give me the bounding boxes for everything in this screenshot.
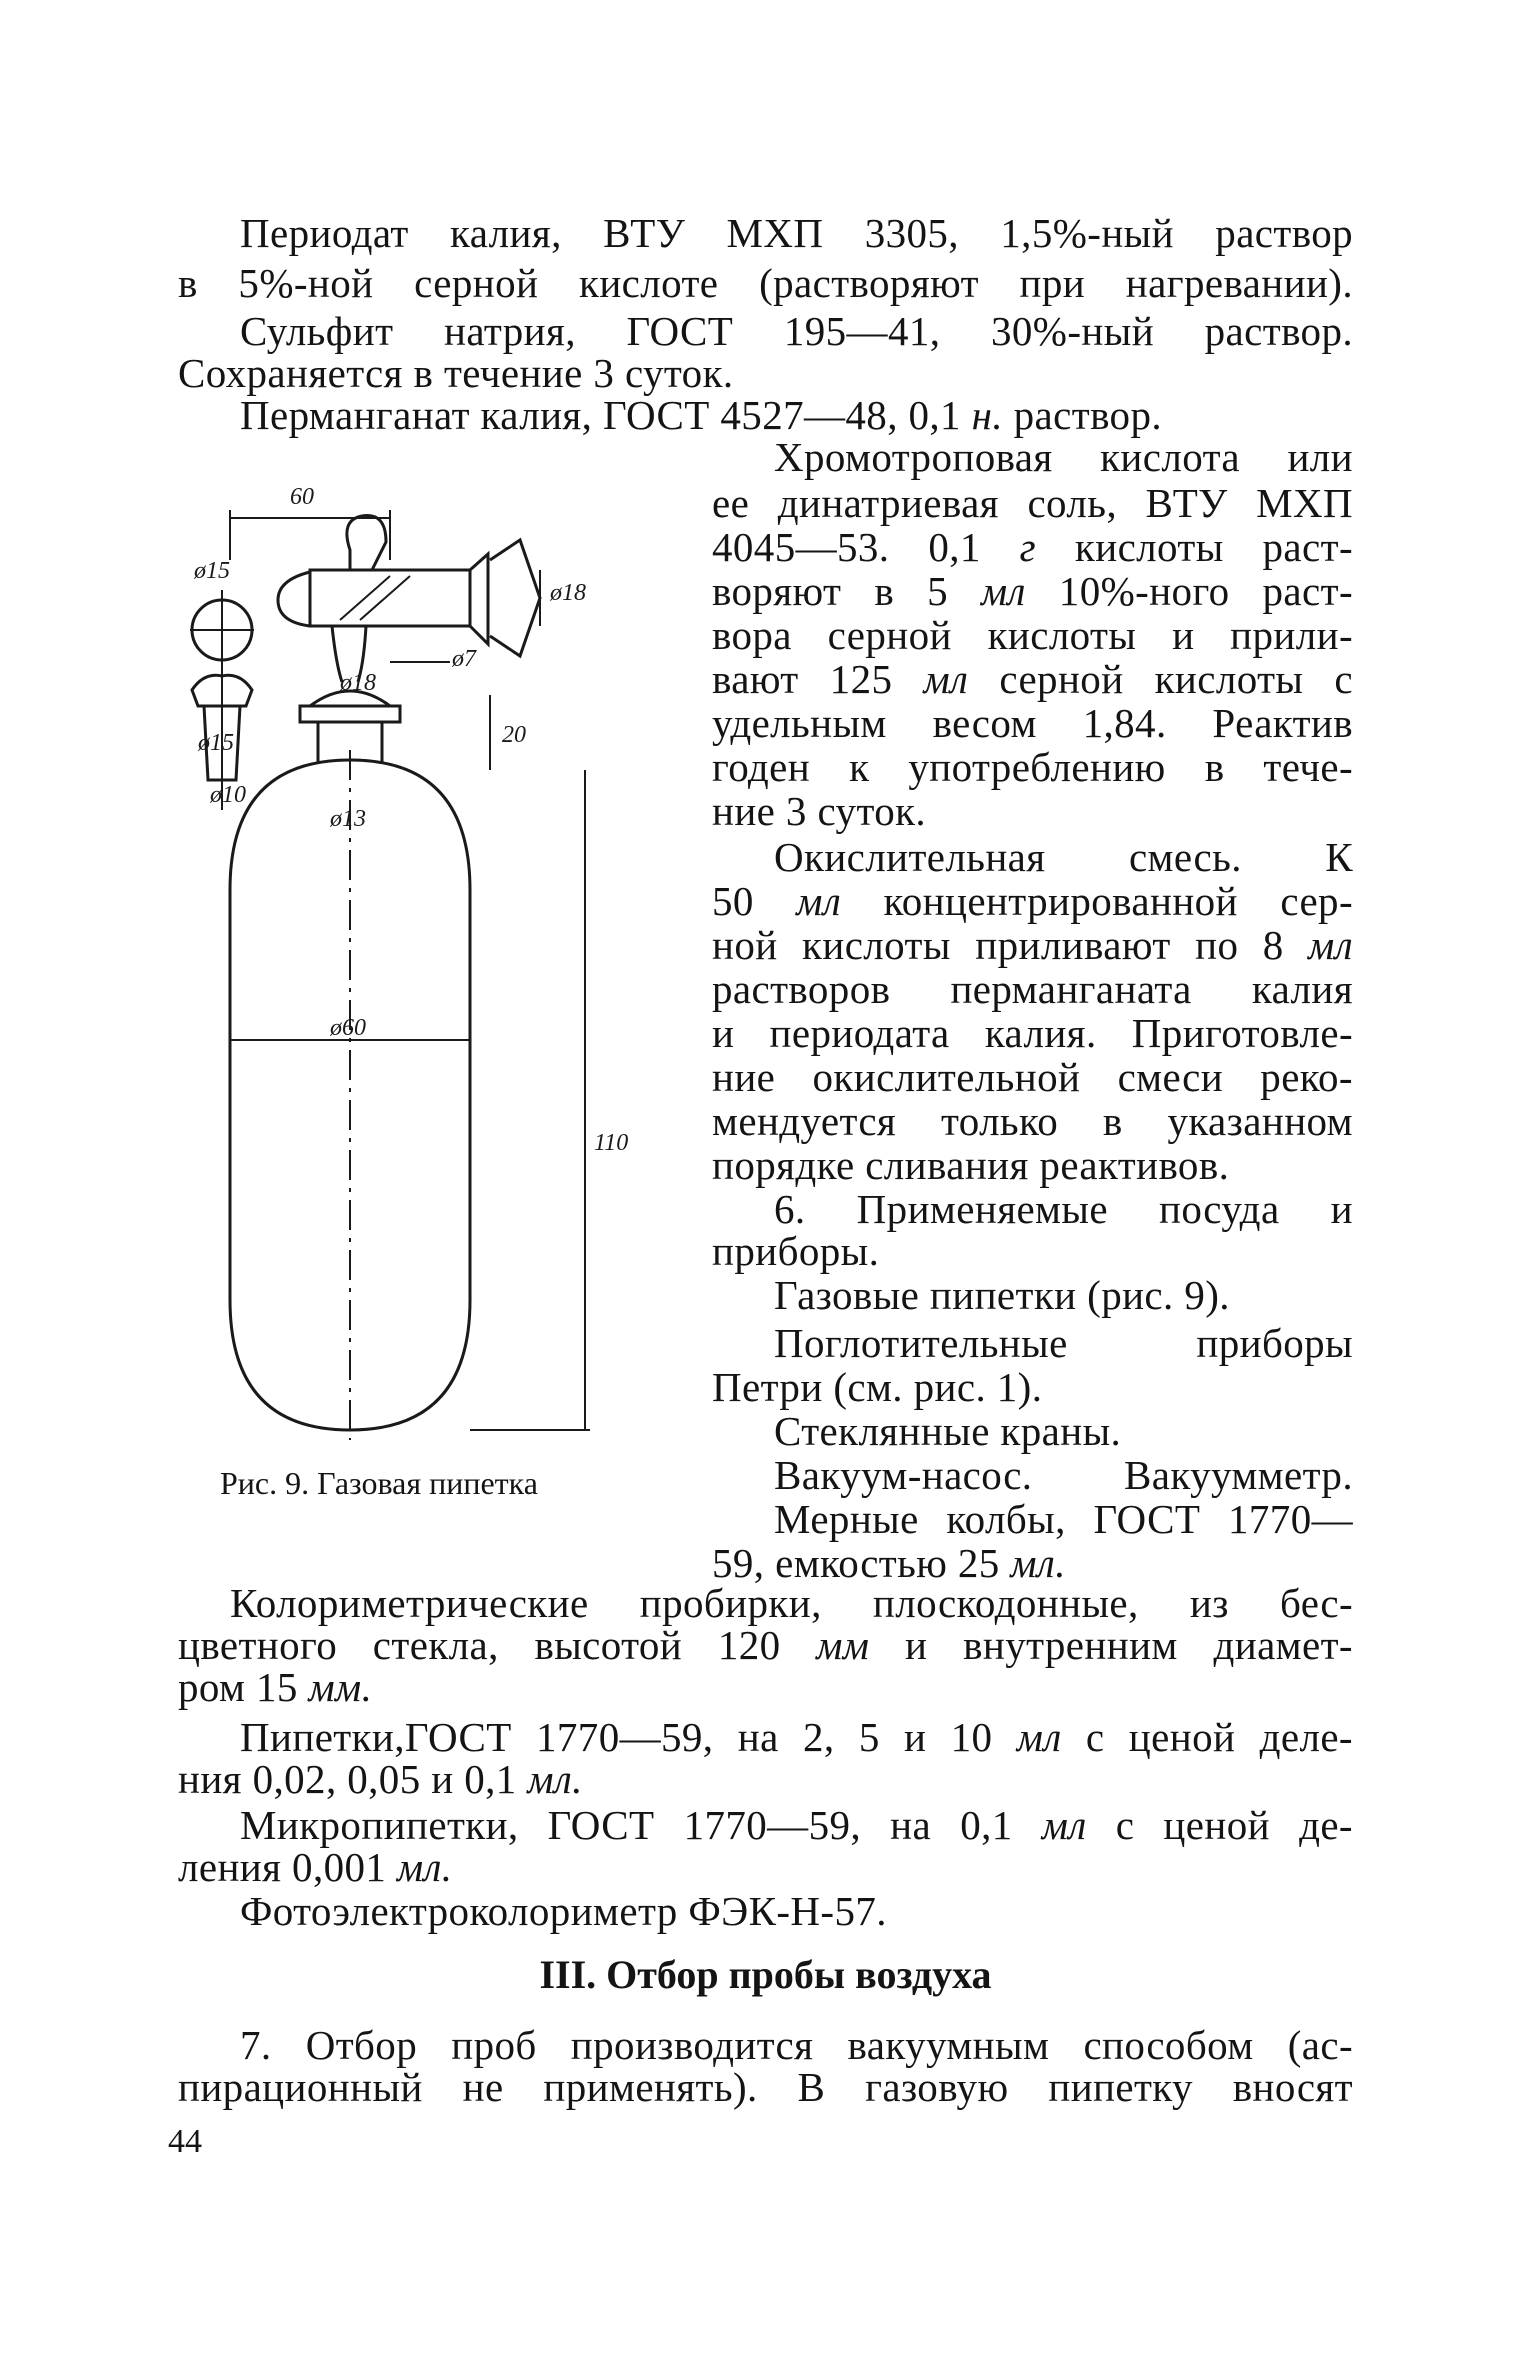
gas-pipette-figure bbox=[190, 450, 710, 1460]
text-line: Сохраняется в течение 3 суток. bbox=[178, 350, 734, 396]
text-line: Фотоэлектроколориметр ФЭК-Н-57. bbox=[240, 1888, 887, 1934]
text-line: годен к употреблению в тече- bbox=[712, 744, 1353, 790]
text-line: пирационный не применять). В газовую пипетку вносят bbox=[178, 2064, 1353, 2110]
dim-label: ø15 bbox=[198, 730, 234, 756]
stopcock-barrel bbox=[310, 570, 470, 626]
stopcock-bore bbox=[360, 576, 410, 620]
text-line: 59, емкостью 25 мл. bbox=[712, 1540, 1066, 1586]
neck-collar bbox=[300, 706, 400, 722]
text-line: Периодат калия, ВТУ МХП 3305, 1,5%-ный раствор bbox=[240, 210, 1353, 256]
page-number: 44 bbox=[168, 2123, 202, 2160]
text-line: порядке сливания реактивов. bbox=[712, 1142, 1230, 1188]
text-line: удельным весом 1,84. Реактив bbox=[712, 700, 1353, 746]
text-line: и периодата калия. Приготовле- bbox=[712, 1010, 1353, 1056]
text-line: ние 3 суток. bbox=[712, 788, 927, 834]
text-line: вают 125 мл серной кислоты с bbox=[712, 656, 1353, 702]
text-line: Пипетки,ГОСТ 1770—59, на 2, 5 и 10 мл с ценой деле- bbox=[240, 1714, 1353, 1760]
dim-label: 110 bbox=[594, 1130, 629, 1156]
text-line: Окислительная смесь. К bbox=[774, 834, 1353, 880]
text-line: мендуется только в указанном bbox=[712, 1098, 1353, 1144]
text-line: 7. Отбор проб производится вакуумным способом (ас- bbox=[240, 2022, 1353, 2068]
text-line: вора серной кислоты и прили- bbox=[712, 612, 1353, 658]
text-line: воряют в 5 мл 10%-ного раст- bbox=[712, 568, 1353, 614]
dim-label: ø15 bbox=[194, 558, 230, 584]
text-line: в 5%-ной серной кислоте (растворяют при нагревании). bbox=[178, 260, 1353, 306]
barrel-cap bbox=[278, 572, 310, 626]
text-line: Перманганат калия, ГОСТ 4527—48, 0,1 н. раствор. bbox=[240, 392, 1162, 438]
text-line: Петри (см. рис. 1). bbox=[712, 1364, 1043, 1410]
text-line: 4045—53. 0,1 г кислоты раст- bbox=[712, 524, 1353, 570]
text-line: Стеклянные краны. bbox=[774, 1408, 1122, 1454]
text-line: Вакуум-насос. Вакуумметр. bbox=[774, 1452, 1353, 1498]
stopcock-key bbox=[490, 540, 540, 656]
dim-label: ø7 bbox=[452, 646, 476, 672]
text-line: ние окислительной смеси реко- bbox=[712, 1054, 1353, 1100]
dim-label: ø60 bbox=[330, 1015, 366, 1041]
stopcock-handle bbox=[470, 554, 488, 644]
text-line: цветного стекла, высотой 120 мм и внутренним диамет- bbox=[178, 1622, 1353, 1668]
dim-label: ø10 bbox=[210, 782, 246, 808]
stopcock-bore bbox=[340, 576, 390, 620]
text-line: Газовые пипетки (рис. 9). bbox=[774, 1272, 1230, 1318]
text-line: Колориметрические пробирки, плоскодонные, из бес- bbox=[230, 1580, 1353, 1626]
text-line: 50 мл концентрированной сер- bbox=[712, 878, 1353, 924]
text-line: ния 0,02, 0,05 и 0,1 мл. bbox=[178, 1756, 583, 1802]
text-line: Поглотительные приборы bbox=[774, 1320, 1353, 1366]
text-line: Микропипетки, ГОСТ 1770—59, на 0,1 мл с ценой де- bbox=[240, 1802, 1353, 1848]
dim-label: 60 bbox=[290, 484, 314, 510]
text-line: растворов перманганата калия bbox=[712, 966, 1353, 1012]
dim-label: ø18 bbox=[340, 670, 376, 696]
text-line: ее динатриевая соль, ВТУ МХП bbox=[712, 480, 1353, 526]
dim-label: ø18 bbox=[550, 580, 586, 606]
top-tube bbox=[347, 516, 386, 570]
dim-label: ø13 bbox=[330, 806, 366, 832]
text-line: 6. Применяемые посуда и bbox=[774, 1186, 1353, 1232]
section-title: III. Отбор пробы воздуха bbox=[539, 1952, 992, 1997]
text-line: ной кислоты приливают по 8 мл bbox=[712, 922, 1353, 968]
text-line: Хромотроповая кислота или bbox=[774, 434, 1353, 480]
text-line: Сульфит натрия, ГОСТ 195—41, 30%-ный раствор. bbox=[240, 308, 1353, 354]
text-line: приборы. bbox=[712, 1228, 880, 1274]
text-line: Мерные колбы, ГОСТ 1770— bbox=[774, 1496, 1353, 1542]
text-line: ром 15 мм. bbox=[178, 1664, 373, 1710]
text-line: ления 0,001 мл. bbox=[178, 1844, 453, 1890]
dim-label: 20 bbox=[502, 722, 526, 748]
figure-caption: Рис. 9. Газовая пипетка bbox=[220, 1465, 538, 1501]
